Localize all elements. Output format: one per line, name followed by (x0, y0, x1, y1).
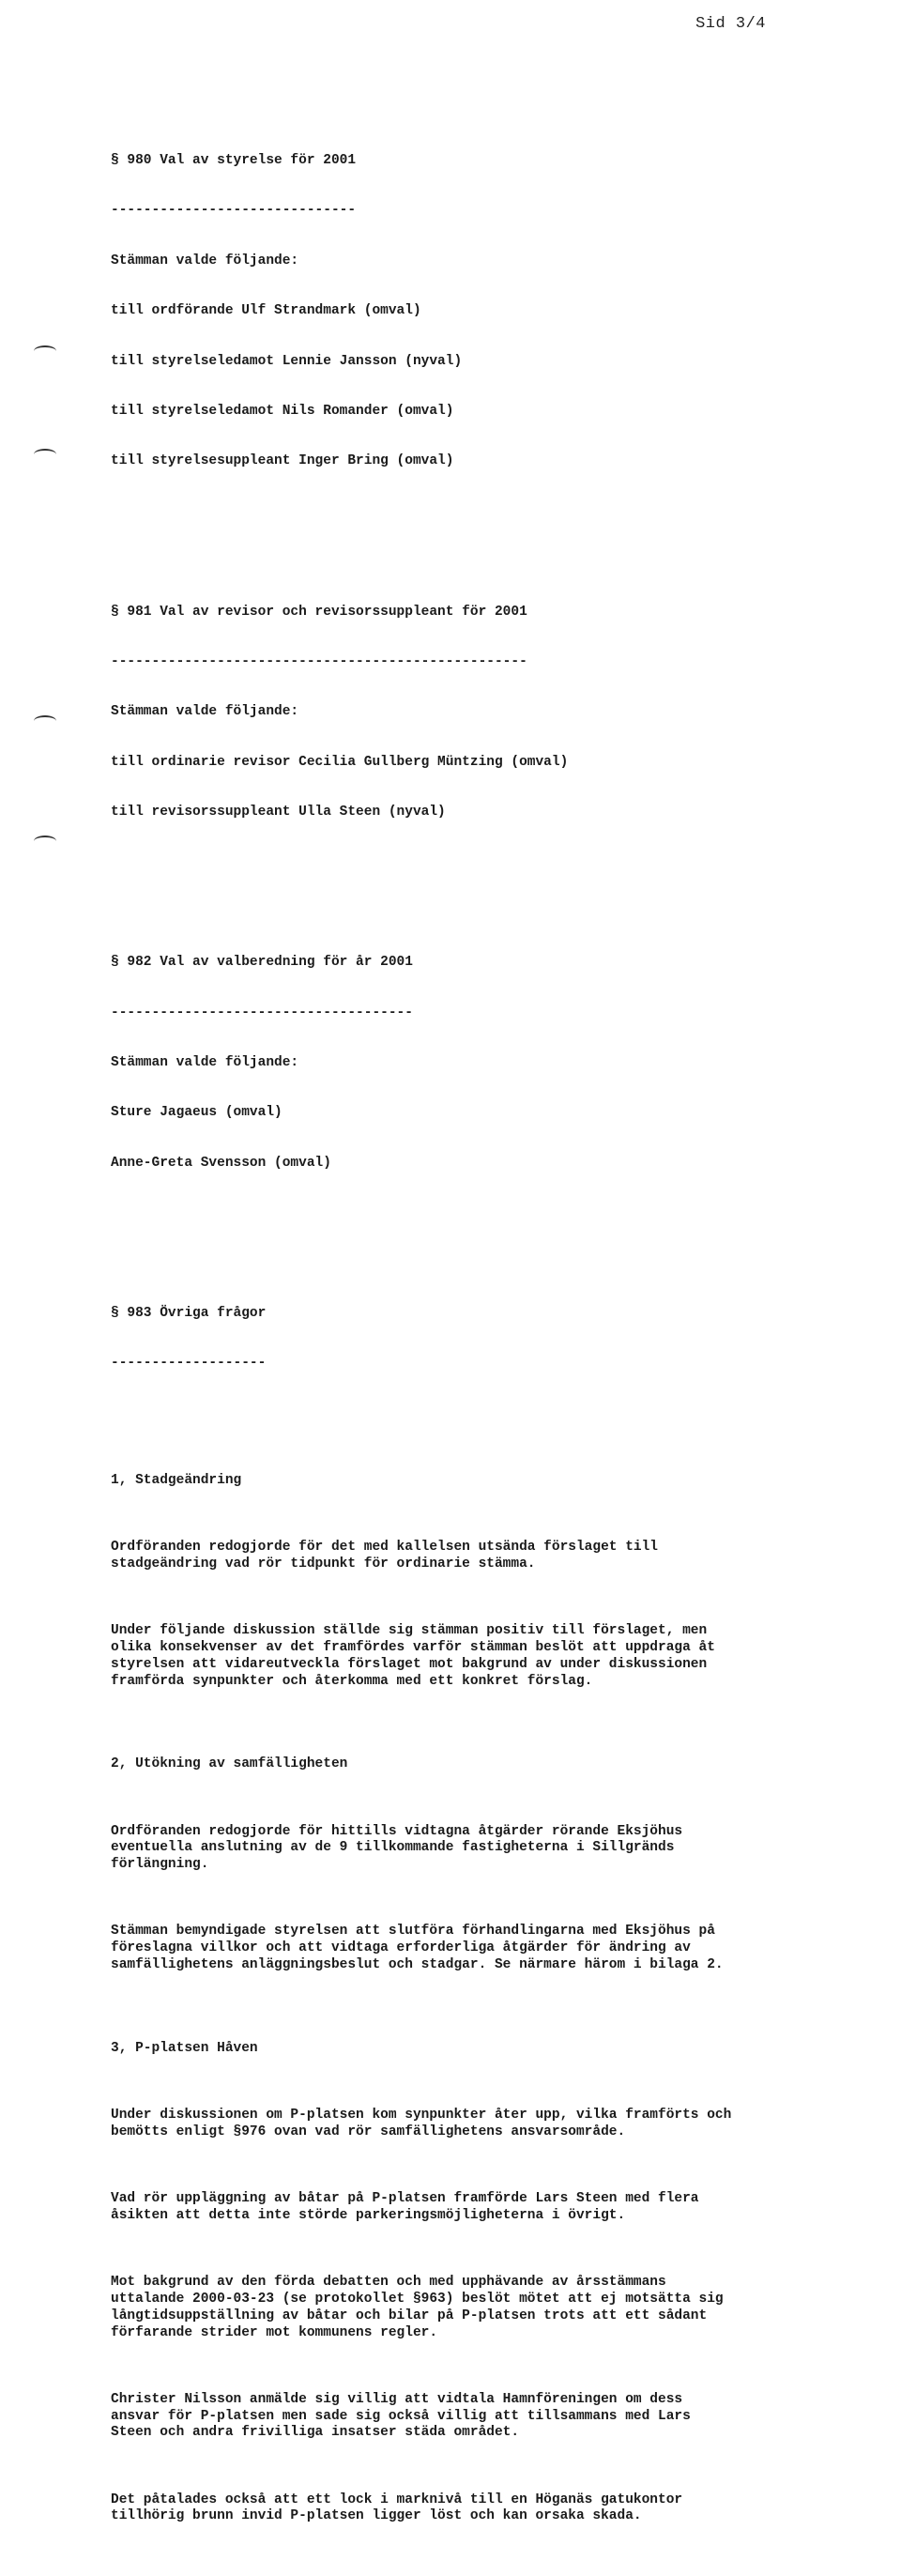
section-heading: § 982 Val av valberedning för år 2001 (111, 955, 413, 971)
section-982 (111, 922, 852, 1206)
text-line: Anne-Greta Svensson (omval) (111, 1155, 331, 1171)
subsection-heading: 3, P-platsen Håven (111, 2041, 258, 2057)
section-rule: ------------------------------------- (111, 1004, 413, 1020)
section-981 (111, 571, 852, 855)
subsection-heading: 1, Stadgeändring (111, 1472, 242, 1488)
document-body (111, 69, 852, 2576)
subsection-heading: 2, Utökning av samfälligheten (111, 1756, 348, 1772)
paragraph: Det påtalades också att ett lock i marknivå till en Höganäs gatukontor tillhörig brunn invid P-platsen ligger löst och kan orsaka skada. (111, 2492, 683, 2524)
margin-mark (34, 715, 56, 727)
text-line: till ordförande Ulf Strandmark (omval) (111, 303, 421, 319)
text-line: till styrelseledamot Lennie Jansson (nyval) (111, 353, 463, 369)
section-rule: ------------------- (111, 1356, 267, 1372)
text-line: till styrelseledamot Nils Romander (omval) (111, 403, 454, 419)
paragraph: Vad rör uppläggning av båtar på P-platsen framförde Lars Steen med flera åsikten att detta inte störde parkeringsmöjligheterna i övrigt. (111, 2191, 699, 2223)
text-line: till styrelsesuppleant Inger Bring (omval) (111, 453, 454, 469)
text-line: Stämman valde följande: (111, 1055, 299, 1071)
paragraph: Mot bakgrund av den förda debatten och med upphävande av årsstämmans uttalande 2000-03-23 (se protokollet §963) beslöt mötet att ej motsätta sig långtidsuppställning av båtar och bilar på P-platsen trots att ett sådant förfarande strider mot kommunens regler. (111, 2275, 724, 2340)
paragraph: Stämman bemyndigade styrelsen att slutföra förhandlingarna med Eksjöhus på föreslagna villkor och att vidtaga erforderliga åtgärder för ändring av samfällighetens anläggningsbeslut och stadgar. Se närmare härom i bilaga 2. (111, 1924, 724, 1973)
paragraph: Christer Nilsson anmälde sig villig att vidtala Hamnföreningen om dess ansvar för P-platsen men sade sig också villig att tillsammans med Lars Steen och andra frivilliga insatser städa området. (111, 2391, 691, 2441)
section-heading: § 981 Val av revisor och revisorssuppleant för 2001 (111, 604, 527, 620)
text-line: Stämman valde följande: (111, 704, 299, 720)
section-980 (111, 119, 852, 503)
margin-mark (34, 345, 56, 357)
paragraph: Under diskussionen om P-platsen kom synpunkter åter upp, vilka framförts och bemötts enligt §976 ovan vad rör samfällighetens ansvarsområde. (111, 2108, 732, 2140)
margin-mark (34, 836, 56, 847)
text-line: till revisorssuppleant Ulla Steen (nyval) (111, 805, 446, 820)
section-rule: --------------------------------------------------- (111, 653, 527, 669)
section-983 (111, 1272, 852, 1405)
page-number: Sid 3/4 (695, 15, 766, 33)
section-heading: § 980 Val av styrelse för 2001 (111, 152, 357, 168)
margin-mark (34, 449, 56, 460)
section-heading: § 983 Övriga frågor (111, 1305, 267, 1321)
text-line: Sture Jagaeus (omval) (111, 1105, 283, 1121)
paragraph: Under följande diskussion ställde sig stämman positiv till förslaget, men olika konsekvenser av det framfördes varför stämman beslöt att uppdraga åt styrelsen att vidareutveckla förslaget mot bakgrund av under diskussionen framförda synpunkter och återkomma med ett konkret förslag. (111, 1623, 715, 1689)
text-line: Stämman valde följande: (111, 253, 299, 268)
paragraph: Ordföranden redogjorde för hittills vidtagna åtgärder rörande Eksjöhus eventuella anslutning av de 9 tillkommande fastigheterna i Sillgränds förlängning. (111, 1823, 683, 1873)
section-rule: ------------------------------ (111, 203, 357, 219)
paragraph: Ordföranden redogjorde för det med kallelsen utsända förslaget till stadgeändring vad rör tidpunkt för ordinarie stämma. (111, 1540, 658, 1572)
text-line: till ordinarie revisor Cecilia Gullberg Müntzing (omval) (111, 754, 569, 770)
